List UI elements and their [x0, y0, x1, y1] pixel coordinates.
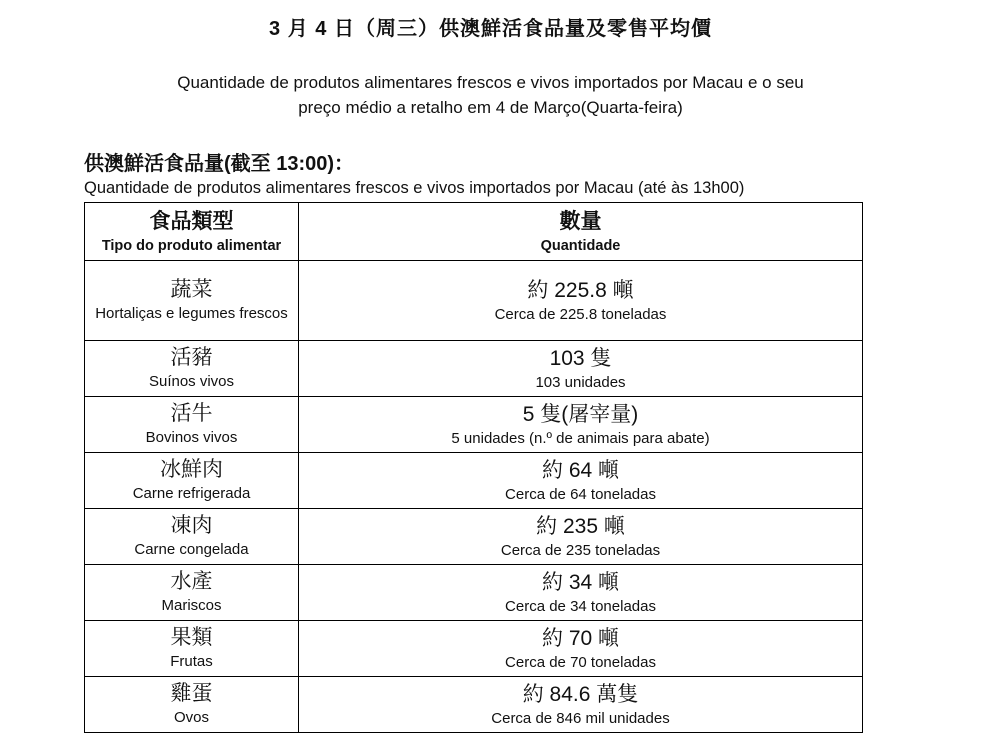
food-type-pt: Carne congelada [134, 541, 249, 558]
quantity-pt: Cerca de 70 toneladas [505, 653, 656, 671]
food-type-cell [85, 565, 299, 621]
page-subtitle-line-2: preço médio a retalho em 4 de Março(Quarta-feira) [298, 98, 683, 117]
quantity-zh: 約 235 噸 [536, 514, 625, 538]
header-cell-quantity [299, 203, 863, 261]
food-type-zh: 冰鮮肉 [160, 458, 223, 481]
food-type-cell [85, 341, 299, 397]
food-type-cell [85, 677, 299, 733]
food-type-cell [85, 397, 299, 453]
food-type-zh: 凍肉 [170, 514, 213, 537]
quantity-zh: 約 64 噸 [541, 458, 620, 482]
food-type-cell [85, 453, 299, 509]
food-type-pt: Hortaliças e legumes frescos [95, 305, 288, 322]
quantity-cell [299, 565, 863, 621]
quantity-pt: 103 unidades [535, 373, 626, 391]
header-food-type-pt: Tipo do produto alimentar [101, 237, 282, 254]
table-header-row [85, 203, 863, 261]
quantity-pt: Cerca de 34 toneladas [505, 597, 656, 615]
header-cell-food-type [85, 203, 299, 261]
table-row [85, 677, 863, 733]
header-food-type-zh: 食品類型 [149, 209, 234, 233]
quantity-cell [299, 261, 863, 341]
section-subtitle: Quantidade de produtos alimentares frescos e vivos importados por Macau (até às 13h00) [84, 179, 745, 197]
food-type-pt: Suínos vivos [148, 373, 235, 390]
quantity-cell [299, 397, 863, 453]
table-row [85, 621, 863, 677]
food-type-zh: 水產 [170, 570, 213, 593]
food-type-zh: 雞蛋 [170, 682, 213, 705]
food-type-pt: Ovos [173, 709, 209, 726]
section-title: 供澳鮮活食品量(截至 13:00)： [84, 153, 355, 175]
header-quantity-zh: 數量 [559, 209, 602, 233]
quantity-pt: 5 unidades (n.º de animais para abate) [451, 429, 710, 447]
quantity-pt: Cerca de 235 toneladas [500, 541, 661, 559]
food-type-zh: 活牛 [170, 402, 213, 425]
food-type-zh: 蔬菜 [170, 278, 213, 301]
food-type-zh: 活豬 [170, 346, 213, 369]
food-type-cell [85, 621, 299, 677]
quantity-cell [299, 453, 863, 509]
food-type-pt: Frutas [170, 653, 213, 670]
table-row [85, 261, 863, 341]
quantity-cell [299, 341, 863, 397]
table-row [85, 509, 863, 565]
quantity-zh: 約 70 噸 [541, 626, 620, 650]
table-row [85, 341, 863, 397]
quantity-zh: 103 隻 [549, 346, 612, 370]
quantity-cell [299, 677, 863, 733]
quantity-pt: Cerca de 64 toneladas [505, 485, 656, 503]
quantity-pt: Cerca de 846 mil unidades [491, 709, 670, 727]
quantity-zh: 5 隻(屠宰量) [522, 402, 639, 426]
quantity-zh: 約 84.6 萬隻 [522, 682, 639, 706]
food-type-pt: Carne refrigerada [132, 485, 251, 502]
page-subtitle [0, 70, 981, 120]
header-quantity-pt: Quantidade [540, 237, 621, 254]
table-row [85, 565, 863, 621]
quantity-zh: 約 225.8 噸 [527, 278, 634, 302]
quantity-cell [299, 621, 863, 677]
quantity-zh: 約 34 噸 [541, 570, 620, 594]
page-title: 3 月 4 日（周三）供澳鮮活食品量及零售平均價 [269, 18, 712, 40]
table-row [85, 453, 863, 509]
food-type-cell [85, 509, 299, 565]
food-type-cell [85, 261, 299, 341]
table-row [85, 397, 863, 453]
food-type-zh: 果類 [170, 626, 213, 649]
page-subtitle-line-1: Quantidade de produtos alimentares frescos e vivos importados por Macau e o seu [177, 73, 804, 92]
quantity-pt: Cerca de 225.8 toneladas [494, 305, 667, 323]
quantity-cell [299, 509, 863, 565]
food-type-pt: Mariscos [161, 597, 222, 614]
food-type-pt: Bovinos vivos [145, 429, 238, 446]
food-quantity-table [84, 202, 863, 733]
